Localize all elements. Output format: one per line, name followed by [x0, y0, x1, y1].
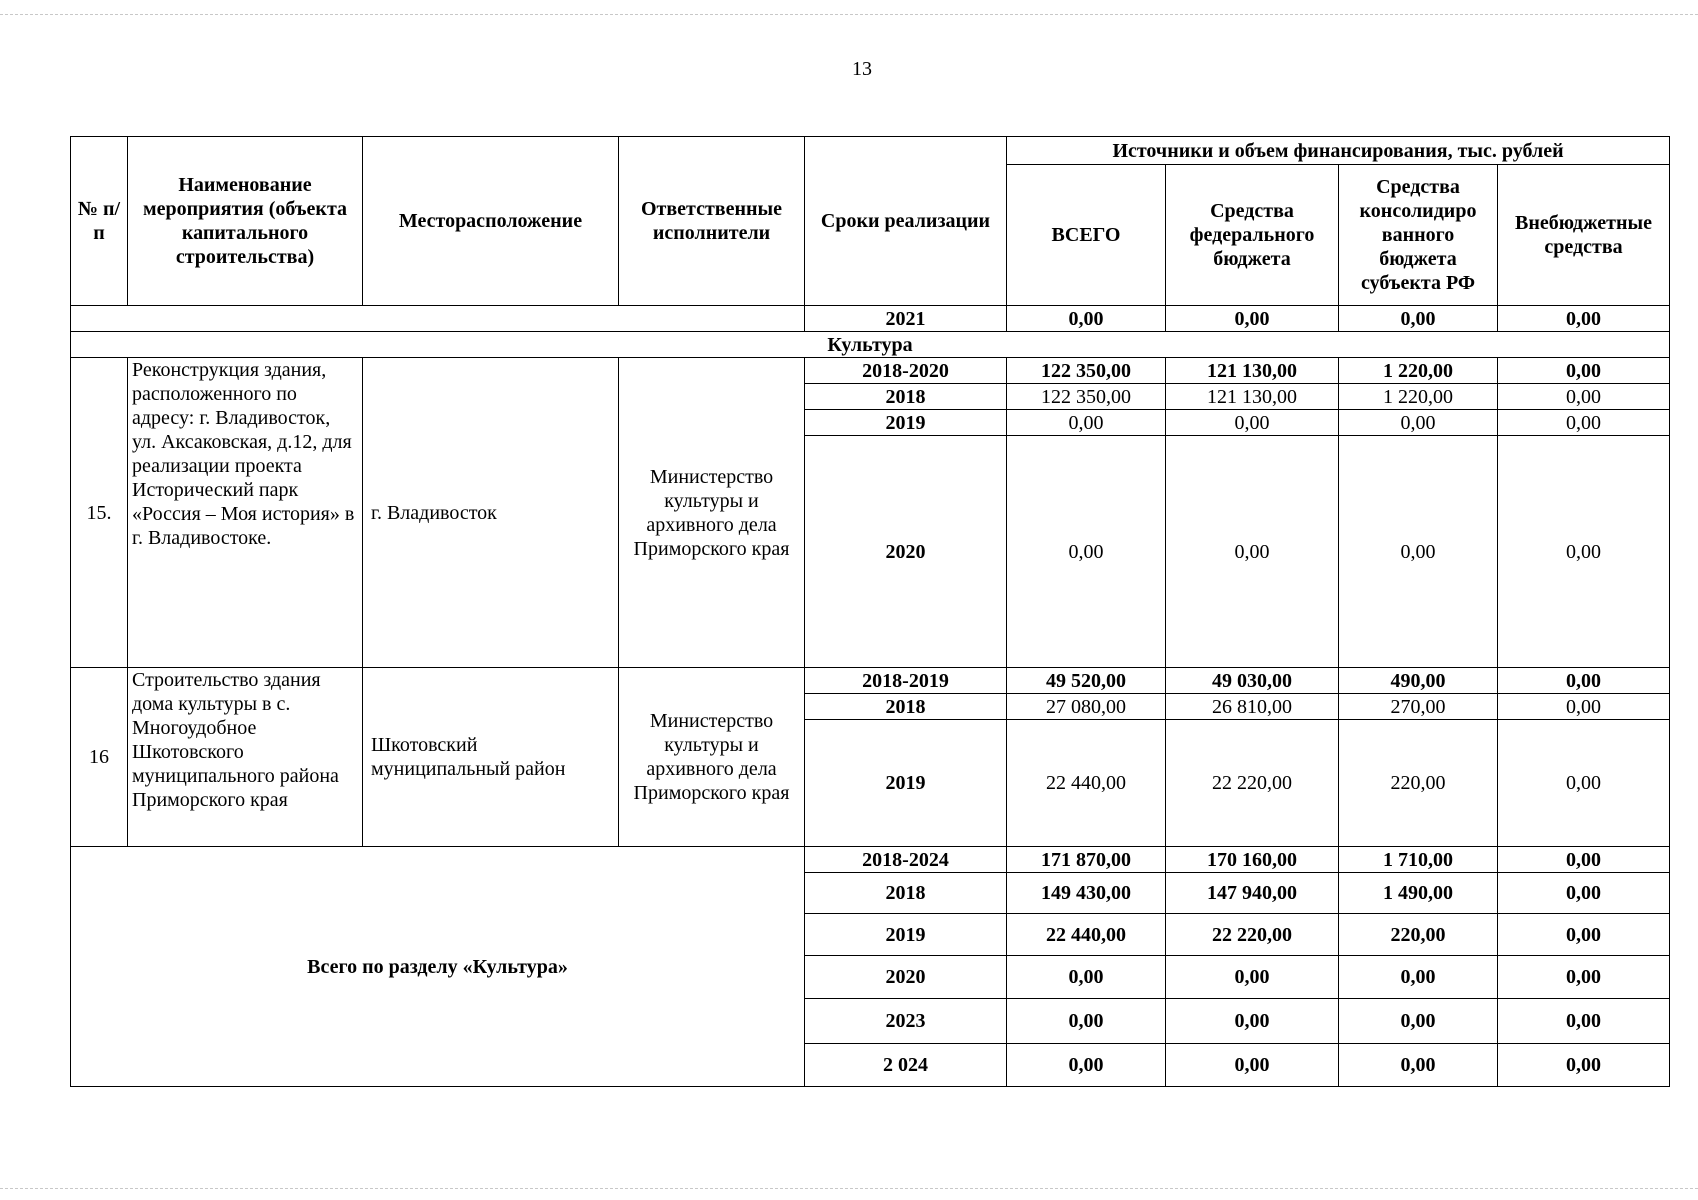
header-location: Месторасположение — [363, 137, 619, 306]
cell-extra: 0,00 — [1498, 410, 1670, 436]
cell-total: 0,00 — [1007, 410, 1166, 436]
cell-extra: 0,00 — [1498, 720, 1670, 847]
cell-total: 122 350,00 — [1007, 384, 1166, 410]
cell-year: 2021 — [805, 306, 1007, 332]
table-row — [71, 358, 1670, 384]
cell-consolidated: 1 490,00 — [1339, 873, 1498, 914]
cell-consolidated: 0,00 — [1339, 1044, 1498, 1087]
cell-year: 2019 — [805, 720, 1007, 847]
cell-year: 2020 — [805, 956, 1007, 999]
section-title: Культура — [71, 332, 1670, 358]
cell-total: 171 870,00 — [1007, 847, 1166, 873]
header-num: № п/п — [71, 137, 128, 306]
cell-extra: 0,00 — [1498, 436, 1670, 668]
page-number: 13 — [852, 58, 872, 80]
header-row-1 — [71, 137, 1670, 165]
cell-federal: 0,00 — [1166, 956, 1339, 999]
cell-total: 0,00 — [1007, 306, 1166, 332]
cell-extra: 0,00 — [1498, 914, 1670, 956]
cell-consolidated: 490,00 — [1339, 668, 1498, 694]
cell-consolidated: 1 220,00 — [1339, 358, 1498, 384]
section-title-row — [71, 332, 1670, 358]
project-15-location: г. Владивосток — [363, 358, 619, 668]
cell-federal: 0,00 — [1166, 436, 1339, 668]
cell-extra: 0,00 — [1498, 873, 1670, 914]
header-period: Сроки реализации — [805, 137, 1007, 306]
cell-extra: 0,00 — [1498, 999, 1670, 1044]
project-15-responsible: Министерство культуры и архивного дела Приморского края — [619, 358, 805, 668]
cell-consolidated: 0,00 — [1339, 410, 1498, 436]
cell-total: 0,00 — [1007, 1044, 1166, 1087]
cell-extra: 0,00 — [1498, 956, 1670, 999]
cell-year: 2 024 — [805, 1044, 1007, 1087]
cell-extra: 0,00 — [1498, 306, 1670, 332]
cell-federal: 0,00 — [1166, 1044, 1339, 1087]
cell-year: 2018 — [805, 873, 1007, 914]
cell-year: 2020 — [805, 436, 1007, 668]
cell-total: 27 080,00 — [1007, 694, 1166, 720]
section-total-label: Всего по разделу «Культура» — [71, 847, 805, 1087]
cell-total: 49 520,00 — [1007, 668, 1166, 694]
cell-year: 2018 — [805, 694, 1007, 720]
cell-federal: 0,00 — [1166, 410, 1339, 436]
cell-consolidated: 1 710,00 — [1339, 847, 1498, 873]
cell-total: 122 350,00 — [1007, 358, 1166, 384]
cell-total: 22 440,00 — [1007, 720, 1166, 847]
header-name: Наименование мероприятия (объекта капитального строительства) — [128, 137, 363, 306]
cell-year: 2018-2019 — [805, 668, 1007, 694]
empty-cell — [71, 306, 805, 332]
scan-edge-bottom — [0, 1188, 1698, 1189]
project-15-name: Реконструкция здания, расположенного по адресу: г. Владивосток, ул. Аксаковская, д.12, для реализации проекта Исторический парк «Россия – Моя история» в г. Владивостоке. — [128, 358, 363, 668]
cell-year: 2018-2020 — [805, 358, 1007, 384]
cell-federal: 26 810,00 — [1166, 694, 1339, 720]
cell-consolidated: 220,00 — [1339, 720, 1498, 847]
cell-federal: 49 030,00 — [1166, 668, 1339, 694]
cell-total: 0,00 — [1007, 999, 1166, 1044]
scan-edge-top — [0, 14, 1698, 15]
cell-extra: 0,00 — [1498, 668, 1670, 694]
cell-extra: 0,00 — [1498, 1044, 1670, 1087]
cell-year: 2019 — [805, 914, 1007, 956]
cell-extra: 0,00 — [1498, 694, 1670, 720]
cell-federal: 0,00 — [1166, 999, 1339, 1044]
header-federal: Средства федерального бюджета — [1166, 165, 1339, 306]
header-sources: Источники и объем финансирования, тыс. рублей — [1007, 137, 1670, 165]
financing-table — [70, 136, 1670, 1087]
header-consolidated: Средства консолидиро ванного бюджета субъекта РФ — [1339, 165, 1498, 306]
table-row — [71, 668, 1670, 694]
cell-year: 2019 — [805, 410, 1007, 436]
cell-extra: 0,00 — [1498, 384, 1670, 410]
cell-consolidated: 0,00 — [1339, 999, 1498, 1044]
project-16-location: Шкотовский муниципальный район — [363, 668, 619, 847]
cell-federal: 170 160,00 — [1166, 847, 1339, 873]
cell-total: 149 430,00 — [1007, 873, 1166, 914]
cell-consolidated: 0,00 — [1339, 956, 1498, 999]
cell-consolidated: 1 220,00 — [1339, 384, 1498, 410]
cell-consolidated: 220,00 — [1339, 914, 1498, 956]
project-16-responsible: Министерство культуры и архивного дела Приморского края — [619, 668, 805, 847]
cell-total: 0,00 — [1007, 956, 1166, 999]
cell-consolidated: 0,00 — [1339, 436, 1498, 668]
header-responsible: Ответственные исполнители — [619, 137, 805, 306]
table-row — [71, 847, 1670, 873]
header-extra: Внебюджетные средства — [1498, 165, 1670, 306]
cell-federal: 22 220,00 — [1166, 720, 1339, 847]
project-16-name: Строительство здания дома культуры в с. Многоудобное Шкотовского муниципального района Приморского края — [128, 668, 363, 847]
cell-federal: 22 220,00 — [1166, 914, 1339, 956]
cell-total: 0,00 — [1007, 436, 1166, 668]
cell-year: 2018 — [805, 384, 1007, 410]
project-15-num: 15. — [71, 358, 128, 668]
cell-federal: 0,00 — [1166, 306, 1339, 332]
cell-total: 22 440,00 — [1007, 914, 1166, 956]
cell-consolidated: 0,00 — [1339, 306, 1498, 332]
cell-extra: 0,00 — [1498, 847, 1670, 873]
project-16-num: 16 — [71, 668, 128, 847]
cell-federal: 121 130,00 — [1166, 358, 1339, 384]
cell-federal: 121 130,00 — [1166, 384, 1339, 410]
cell-year: 2023 — [805, 999, 1007, 1044]
header-total: ВСЕГО — [1007, 165, 1166, 306]
cell-consolidated: 270,00 — [1339, 694, 1498, 720]
cell-federal: 147 940,00 — [1166, 873, 1339, 914]
cell-extra: 0,00 — [1498, 358, 1670, 384]
cell-year: 2018-2024 — [805, 847, 1007, 873]
table-row — [71, 306, 1670, 332]
